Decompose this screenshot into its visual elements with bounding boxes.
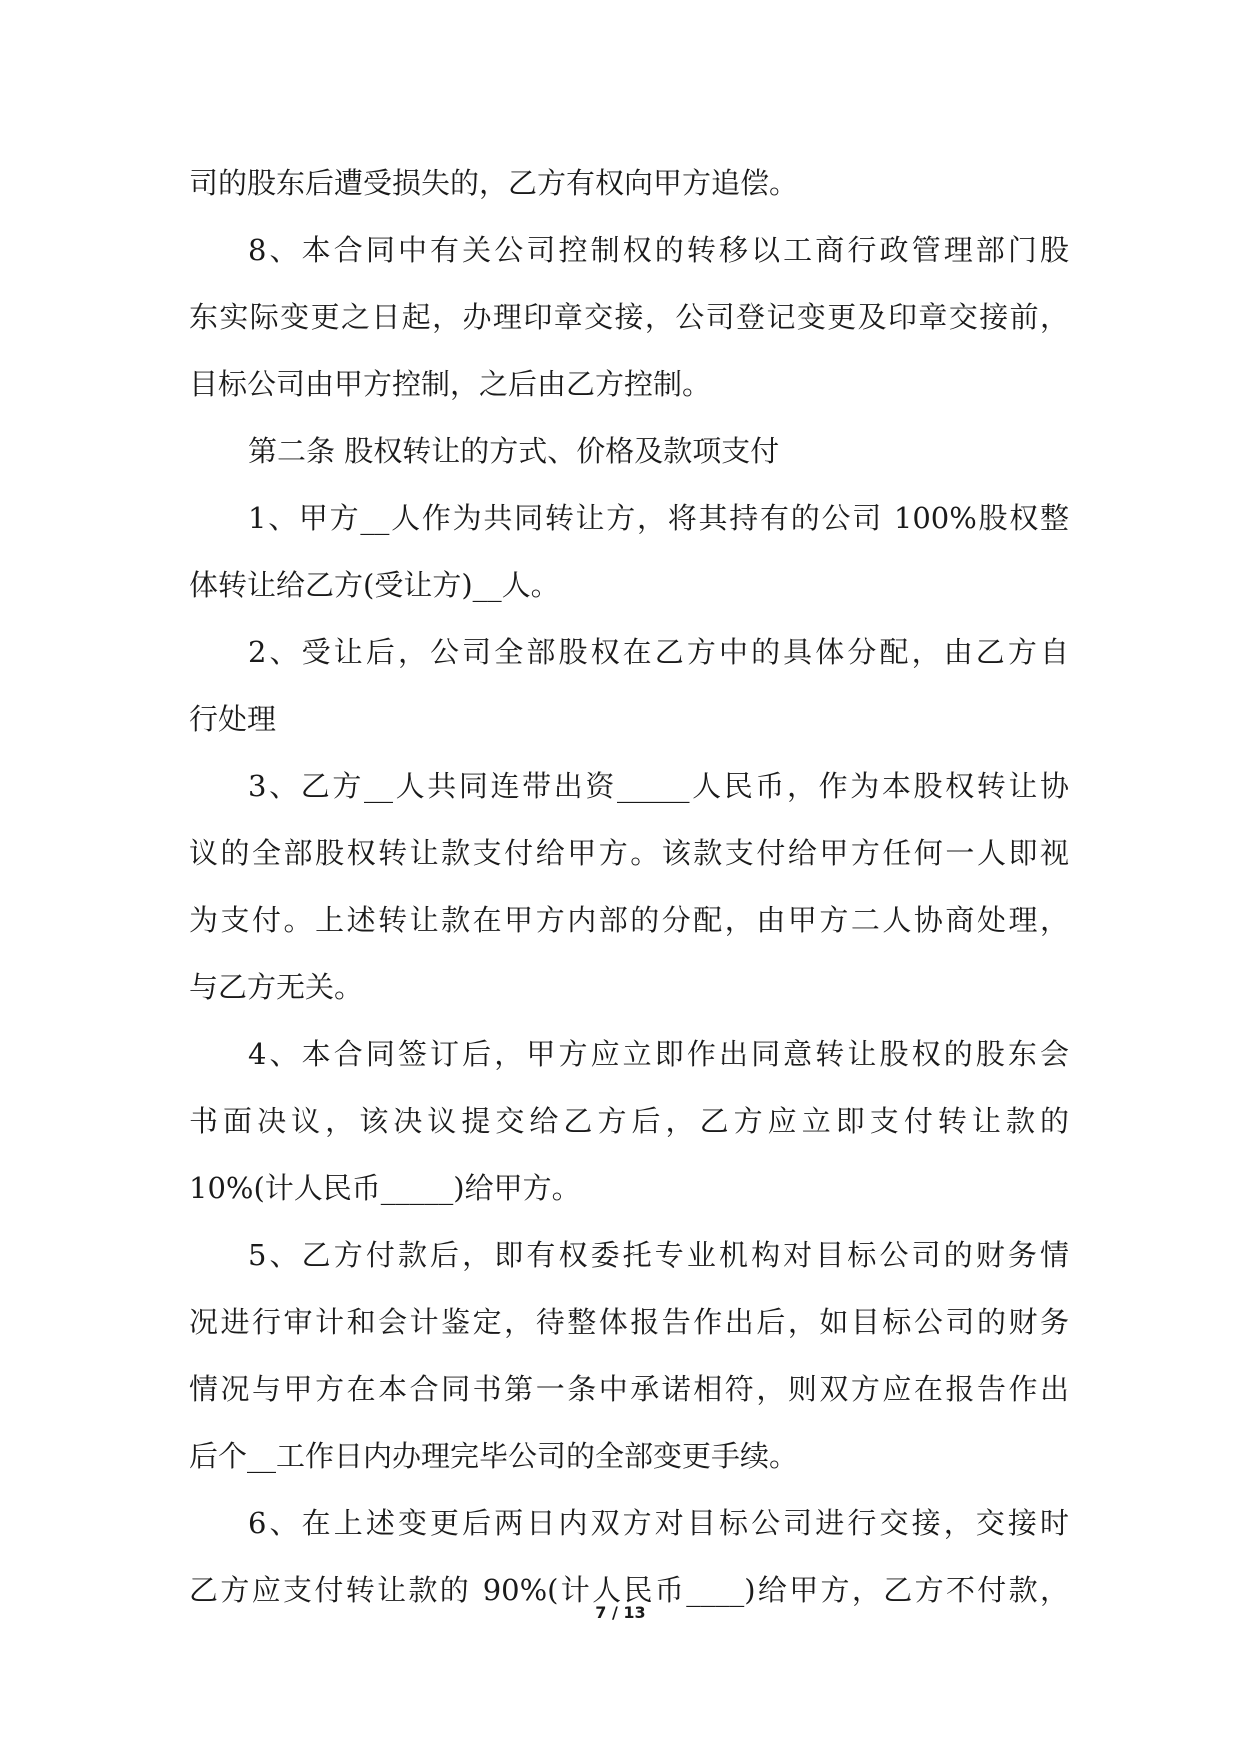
text-line: 东实际变更之日起，办理印章交接，公司登记变更及印章交接前，: [189, 300, 1069, 334]
text-line: 为支付。上述转让款在甲方内部的分配，由甲方二人协商处理，: [189, 903, 1069, 937]
text-line: 书面决议，该决议提交给乙方后，乙方应立即支付转让款的: [189, 1104, 1069, 1138]
text-line: 情况与甲方在本合同书第一条中承诺相符，则双方应在报告作出: [189, 1372, 1069, 1406]
text-line: 3、乙方__人共同连带出资_____人民币，作为本股权转让协: [248, 769, 1069, 803]
text-line: 6、在上述变更后两日内双方对目标公司进行交接，交接时: [248, 1506, 1069, 1540]
text-line: 2、受让后，公司全部股权在乙方中的具体分配，由乙方自: [248, 635, 1069, 669]
text-line: 与乙方无关。: [189, 970, 364, 1004]
text-line: 第二条 股权转让的方式、价格及款项支付: [248, 434, 780, 468]
text-line: 议的全部股权转让款支付给甲方。该款支付给甲方任何一人即视: [189, 836, 1069, 870]
text-line: 5、乙方付款后，即有权委托专业机构对目标公司的财务情: [248, 1238, 1069, 1272]
text-line: 况进行审计和会计鉴定，待整体报告作出后，如目标公司的财务: [189, 1305, 1069, 1339]
text-line: 乙方应支付转让款的 90%(计人民币____)给甲方，乙方不付款，: [189, 1573, 1069, 1607]
text-line: 体转让给乙方(受让方)__人。: [189, 568, 560, 602]
text-line: 8、本合同中有关公司控制权的转移以工商行政管理部门股: [248, 233, 1069, 267]
text-line: 目标公司由甲方控制，之后由乙方控制。: [189, 367, 712, 401]
page-number: 7 / 13: [595, 1603, 646, 1622]
text-line: 后个__工作日内办理完毕公司的全部变更手续。: [189, 1439, 799, 1473]
text-line: 行处理: [189, 702, 277, 736]
text-line: 司的股东后遭受损失的，乙方有权向甲方追偿。: [189, 166, 799, 200]
document-body: [189, 150, 1069, 1624]
text-line: 10%(计人民币_____)给甲方。: [189, 1171, 581, 1205]
text-line: 4、本合同签订后，甲方应立即作出同意转让股权的股东会: [248, 1037, 1069, 1071]
text-line: 1、甲方__人作为共同转让方，将其持有的公司 100%股权整: [248, 501, 1069, 535]
